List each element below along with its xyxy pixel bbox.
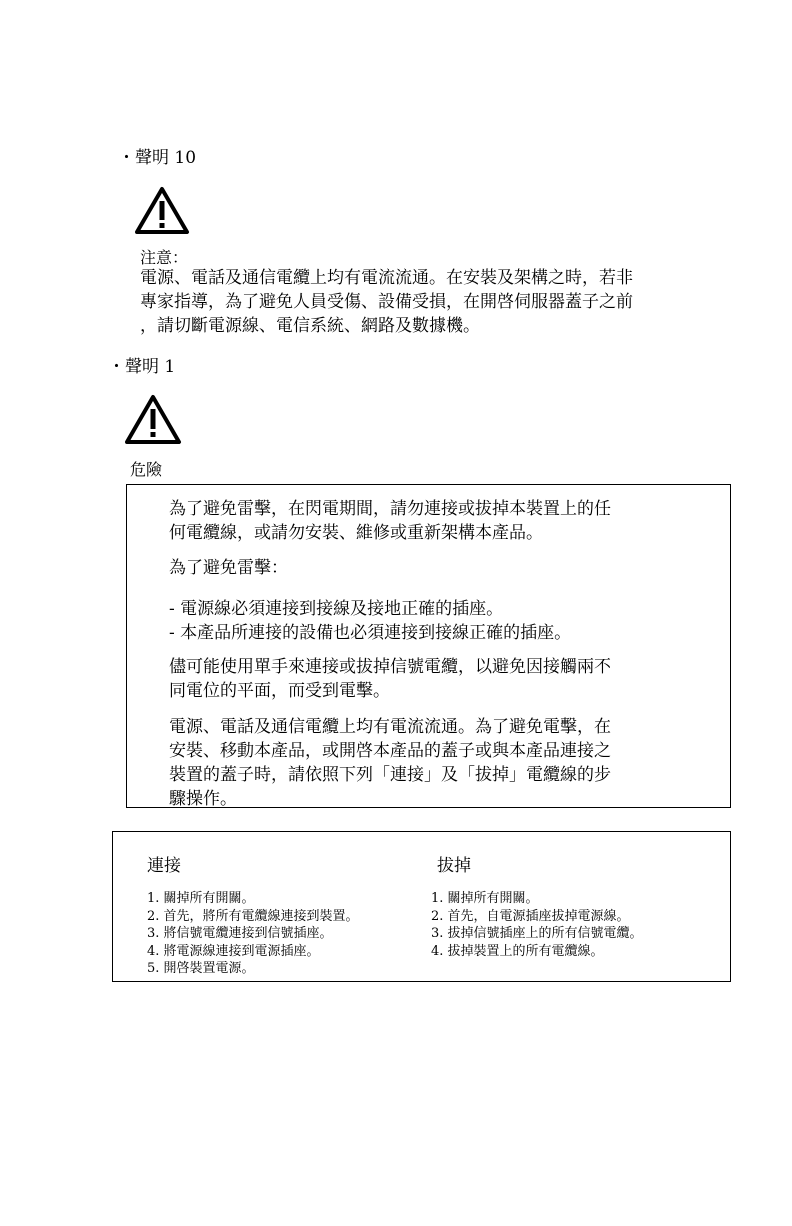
list-item: 3. 拔掉信號插座上的所有信號電纜。 xyxy=(431,926,643,941)
danger-line: - 本產品所連接的設備也必須連接到接線正確的插座。 xyxy=(169,623,572,643)
danger-paragraph xyxy=(169,597,571,645)
list-item: 3. 將信號電纜連接到信號插座。 xyxy=(147,926,333,941)
danger-line: - 電源線必須連接到接線及接地正確的插座。 xyxy=(169,599,504,619)
danger-paragraph xyxy=(169,655,611,703)
danger-line: 驟操作。 xyxy=(169,789,237,809)
connect-steps xyxy=(147,890,359,978)
danger-paragraph xyxy=(169,497,611,545)
danger-box xyxy=(126,484,731,808)
danger-line: 為了避免雷擊： xyxy=(169,558,288,578)
danger-label: 危險 xyxy=(130,460,163,479)
danger-paragraph xyxy=(169,715,611,811)
statement1-heading: ・聲明 1 xyxy=(108,357,176,377)
list-item: 5. 開啓裝置電源。 xyxy=(147,961,255,976)
disconnect-steps xyxy=(431,890,643,960)
disconnect-title: 拔掉 xyxy=(437,856,471,876)
list-item: 4. 拔掉裝置上的所有電纜線。 xyxy=(431,943,604,959)
danger-line: 安裝、移動本產品，或開啓本產品的蓋子或與本產品連接之 xyxy=(169,741,611,761)
list-item: 4. 將電源線連接到電源插座。 xyxy=(147,943,320,959)
caution-line: 專家指導，為了避免人員受傷、設備受損，在開啓伺服器蓋子之前 xyxy=(140,292,633,312)
list-item: 1. 關掉所有開關。 xyxy=(147,891,255,906)
caution-line: ，請切斷電源線、電信系統、網路及數據機。 xyxy=(140,316,480,336)
danger-line: 電源、電話及通信電纜上均有電流流通。為了避免電擊，在 xyxy=(169,717,611,737)
danger-line: 裝置的蓋子時，請依照下列「連接」及「拔掉」電纜線的步 xyxy=(169,765,611,785)
list-item: 1. 關掉所有開關。 xyxy=(431,891,539,906)
procedures-box xyxy=(112,831,731,982)
caution-label: 注意： xyxy=(140,248,189,267)
statement10-heading: ・聲明 10 xyxy=(118,148,197,168)
caution-line: 電源、電話及通信電纜上均有電流流通。在安裝及架構之時，若非 xyxy=(140,268,633,288)
warning-triangle-icon xyxy=(124,394,182,446)
danger-line: 同電位的平面，而受到電擊。 xyxy=(169,681,390,701)
danger-paragraph xyxy=(169,556,288,580)
danger-line: 為了避免雷擊，在閃電期間，請勿連接或拔掉本裝置上的任 xyxy=(169,499,611,519)
warning-triangle-icon xyxy=(134,186,190,236)
connect-title: 連接 xyxy=(147,856,181,876)
list-item: 2. 首先，自電源插座拔掉電源線。 xyxy=(431,908,630,924)
list-item: 2. 首先，將所有電纜線連接到裝置。 xyxy=(147,908,359,924)
caution-text xyxy=(140,266,633,338)
danger-line: 何電纜線，或請勿安裝、維修或重新架構本產品。 xyxy=(169,523,543,543)
danger-line: 儘可能使用單手來連接或拔掉信號電纜，以避免因接觸兩不 xyxy=(169,657,611,677)
